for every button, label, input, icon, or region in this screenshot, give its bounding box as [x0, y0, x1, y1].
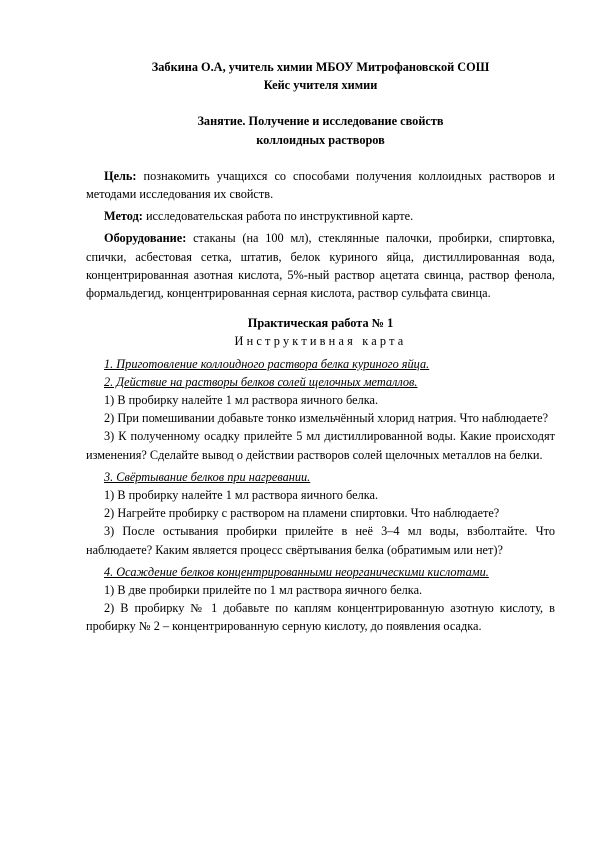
- section-4-text: 4. Осаждение белков концентрированными неорганическими кислотами.: [104, 564, 489, 579]
- section-3-step-3: 3) После остывания пробирки прилейте в неё 3–4 мл воды, взболтайте. Что наблюдаете? Каким является процесс свёртывания белка (обратимым или нет)?: [86, 524, 555, 557]
- goal-paragraph: [86, 167, 555, 203]
- section-4-step-1: 1) В две пробирки прилейте по 1 мл раствора яичного белка.: [104, 583, 423, 598]
- section-3-heading: [86, 468, 555, 486]
- equipment-text: стаканы (на 100 мл), стеклянные палочки, пробирки, спиртовка, спички, асбестовая сетка, штатив, белок куриного яйца, дистиллированная вода, концентрированная азотная кислота, 5%-ный раствор ацетата свинца, раствор фенола, формальдегид, концентрированная серная кислота, раствор сульфата свинца.: [86, 231, 555, 301]
- section-3-step-1: 1) В пробирку налейте 1 мл раствора яичного белка.: [104, 488, 379, 503]
- author-line: Забкина О.А, учитель химии МБОУ Митрофановской СОШ: [151, 60, 490, 74]
- practical-subtitle: Инструктивная карта: [234, 334, 407, 349]
- section-2-text: 2. Действие на растворы белков солей щелочных металлов.: [104, 374, 418, 389]
- equipment-paragraph: [86, 229, 555, 302]
- lesson-title-line2: коллоидных растворов: [256, 132, 385, 147]
- section-4-heading: [86, 563, 555, 581]
- method-paragraph: [86, 207, 555, 225]
- section-2-step-3: 3) К полученному осадку прилейте 5 мл дистиллированной воды. Какие происходят изменения? Сделайте вывод о действии растворов солей щелочных металлов на белки.: [86, 429, 555, 462]
- case-title: Кейс учителя химии: [263, 78, 378, 93]
- section-3-step-2: 2) Нагрейте пробирку с раствором на пламени спиртовки. Что наблюдаете?: [104, 506, 500, 521]
- section-2-step-1: 1) В пробирку налейте 1 мл раствора яичного белка.: [104, 393, 379, 408]
- section-1-text: 1. Приготовление коллоидного раствора белка куриного яйца.: [104, 356, 430, 371]
- section-2-step-2: 2) При помешивании добавьте тонко измельчённый хлорид натрия. Что наблюдаете?: [104, 411, 549, 426]
- section-1-heading: [86, 355, 555, 373]
- section-3-text: 3. Свёртывание белков при нагревании.: [104, 469, 311, 484]
- section-2-heading: [86, 373, 555, 391]
- practical-title: Практическая работа № 1: [247, 316, 394, 331]
- document-page: [86, 58, 555, 636]
- goal-label: Цель:: [104, 168, 137, 183]
- method-label: Метод:: [104, 209, 143, 224]
- goal-text: познакомить учащихся со способами получения коллоидных растворов и методами исследования их свойств.: [86, 168, 555, 202]
- section-4-step-2: 2) В пробирку № 1 добавьте по каплям концентрированную азотную кислоту, в пробирку № 2 – концентрированную серную кислоту, до появления осадка.: [86, 601, 555, 634]
- lesson-title-line1: Занятие. Получение и исследование свойств: [197, 114, 444, 129]
- method-text: исследовательская работа по инструктивной карте.: [142, 209, 414, 224]
- equipment-label: Оборудование:: [104, 231, 187, 246]
